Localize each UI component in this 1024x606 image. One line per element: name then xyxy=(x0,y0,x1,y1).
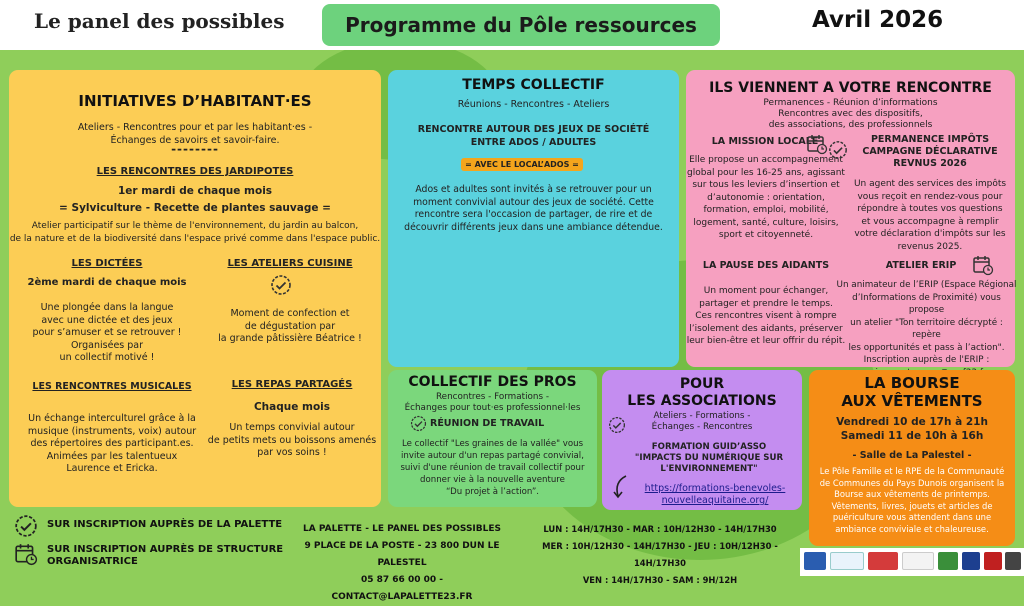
address-line: 9 PLACE DE LA POSTE - 23 800 DUN LE PALESTEL xyxy=(304,541,500,568)
title-line: AUX VÊTEMENTS xyxy=(841,392,983,410)
mission-locale-title: LA MISSION LOCALE xyxy=(711,136,819,147)
bourse-card xyxy=(809,370,1015,546)
address-line: LA PALETTE - LE PANEL DES POSSIBLES xyxy=(303,524,501,534)
desc-line: découvrir différents jeux dans une ambiance détendue. xyxy=(404,221,663,233)
desc-line: suivi d'une réunion de travail collectif pour xyxy=(400,463,585,473)
associations-card xyxy=(602,370,802,510)
desc-line: revenus 2025. xyxy=(897,241,963,252)
desc-line: pour s’amuser et se retrouver ! xyxy=(32,327,182,338)
pros-desc xyxy=(388,438,597,498)
check-badge-icon xyxy=(270,274,292,296)
impots-title xyxy=(850,134,1010,170)
subtitle-line: des associations, des professionnels xyxy=(768,120,933,130)
desc-line: “Du projet à l’action”. xyxy=(445,487,540,497)
desc-line: et vous accompagne à remplir xyxy=(861,216,999,227)
desc-line: par vos soins ! xyxy=(257,447,327,458)
event-line: ENTRE ADOS / ADULTES xyxy=(470,137,597,148)
desc-line: d’autonomie : orientation, xyxy=(707,192,825,203)
desc-line: la grande pâtissière Béatrice ! xyxy=(218,333,362,344)
desc-line: Inscription auprès de l'ERIP : xyxy=(863,355,990,365)
partner-logo xyxy=(938,552,958,570)
title-line: PERMANENCE IMPÔTS xyxy=(870,134,990,145)
jardipotes-desc xyxy=(9,220,381,245)
desc-line: Vêtements, livres, jouets et articles de xyxy=(831,500,993,511)
subtitle-line: Rencontres avec des dispositifs, xyxy=(778,109,923,119)
rencontre-card xyxy=(686,70,1015,367)
opening-hours xyxy=(520,521,800,589)
legend-palette: SUR INSCRIPTION AUPRÈS DE LA PALETTE xyxy=(47,519,283,530)
desc-line: puériculture vous attendent dans une xyxy=(832,512,992,523)
desc-line: invite autour d'un repas partagé convivial, xyxy=(401,451,584,461)
event-line: RENCONTRE AUTOUR DES JEUX DE SOCIÉTÉ xyxy=(417,124,650,135)
repas-desc xyxy=(207,422,377,460)
pros-card xyxy=(388,370,597,507)
program-title: Programme du Pôle ressources xyxy=(322,4,720,46)
check-badge-icon xyxy=(828,140,848,160)
partner-logo xyxy=(804,552,826,570)
desc-line: de petits mets ou boissons amenés xyxy=(207,434,377,446)
desc-line: Ados et adultes sont invités à se retrouver pour un xyxy=(415,184,652,195)
initiatives-title: INITIATIVES D’HABITANT·ES xyxy=(78,92,312,110)
partner-logo xyxy=(902,552,934,570)
title-line: REVNUS 2026 xyxy=(893,158,967,169)
desc-line: l’isolement des aidants, préserver xyxy=(689,323,843,334)
legend-line: SUR INSCRIPTION AUPRÈS DE STRUCTURE xyxy=(47,544,284,555)
aidants-desc xyxy=(680,285,852,348)
desc-line: Laurence et Ericka. xyxy=(66,463,158,474)
title-line: LA BOURSE xyxy=(864,374,960,392)
check-badge-icon xyxy=(410,415,427,432)
partner-logo xyxy=(1005,552,1021,570)
desc-line: les opportunités et pass à l’action". xyxy=(848,342,1005,353)
desc-line: de Communes du Pays Dunois organisent la xyxy=(819,477,1005,488)
header-bar xyxy=(0,0,1024,50)
desc-line: sur tous les leviers d’insertion et xyxy=(692,180,840,190)
link-line[interactable]: nouvelleaquitaine.org/ xyxy=(661,495,769,506)
desc-line: d’Informations de Proximité) vous propose xyxy=(852,292,1001,315)
subtitle-line: Ateliers - Formations - xyxy=(653,411,751,421)
title-line: LES ASSOCIATIONS xyxy=(627,393,777,409)
rencontre-title: ILS VIENNENT A VOTRE RENCONTRE xyxy=(709,80,992,96)
jardipotes-title: LES RENCONTRES DES JARDIPOTES xyxy=(96,166,294,177)
calendar-icon xyxy=(14,542,38,566)
bourse-title xyxy=(809,374,1015,410)
jardipotes-subject: = Sylviculture - Recette de plantes sauvage = xyxy=(59,202,331,214)
address-block xyxy=(292,521,512,606)
desc-line: sport et citoyenneté. xyxy=(718,230,814,240)
desc-line: Le collectif "Les graines de la vallée" vous xyxy=(401,439,584,449)
pros-event: RÉUNION DE TRAVAIL xyxy=(430,418,545,429)
aidants-title: LA PAUSE DES AIDANTS xyxy=(702,260,830,271)
associations-title xyxy=(602,376,802,410)
legend-line: ORGANISATRICE xyxy=(47,556,138,567)
calendar-icon xyxy=(972,254,994,276)
desc-line: Le Pôle Famille et le RPE de la Communauté xyxy=(819,466,1005,476)
legend-structure xyxy=(47,544,283,568)
partner-logo xyxy=(868,552,898,570)
partner-logo xyxy=(984,552,1002,570)
address-line: 05 87 66 00 00 - CONTACT@LAPALETTE23.FR xyxy=(331,575,473,602)
erip-title: ATELIER ERIP xyxy=(885,260,957,271)
erip-desc xyxy=(836,279,1017,379)
musicales-title: LES RENCONTRES MUSICALES xyxy=(32,381,192,392)
mission-locale-desc xyxy=(680,154,852,242)
desc-line: avec une dictée et des jeux xyxy=(41,314,173,326)
desc-line: donner vie à la nouvelle aventure xyxy=(420,475,565,485)
repas-when: Chaque mois xyxy=(253,401,331,413)
desc-line: Elle propose un accompagnement xyxy=(689,155,843,165)
desc-line: musique (instruments, voix) autour xyxy=(27,425,197,437)
guidasso-link[interactable] xyxy=(628,483,802,507)
associations-subtitle xyxy=(612,411,792,433)
desc-line: Un moment pour échanger, xyxy=(703,286,829,296)
intro-line: Échanges de savoirs et savoir-faire. xyxy=(110,134,280,146)
desc-line: global pour les 16-25 ans, agissant xyxy=(687,167,845,178)
desc-line: Organisées par xyxy=(70,339,144,351)
desc-line: de dégustation par xyxy=(244,320,336,332)
desc-line: Moment de confection et xyxy=(230,308,350,319)
subtitle-line: Rencontres - Formations - xyxy=(435,392,550,402)
desc-line: Atelier participatif sur le thème de l'environnement, du jardin au balcon, xyxy=(31,221,359,231)
bourse-place: - Salle de La Palestel - xyxy=(852,450,972,461)
repas-title: LES REPAS PARTAGÉS xyxy=(231,379,353,390)
pros-subtitle xyxy=(388,392,597,414)
hours-line: MER : 10H/12H30 - 14H/17H30 - JEU : 10H/12H30 - 14H/17H30 xyxy=(542,541,778,568)
title-line: POUR xyxy=(679,376,725,392)
cuisine-desc xyxy=(204,308,376,346)
event-line: L'ENVIRONNEMENT" xyxy=(660,464,758,474)
desc-line: Un animateur de l’ERIP (Espace Régional xyxy=(836,280,1017,290)
dictees-title: LES DICTÉES xyxy=(71,258,143,269)
desc-line: formation, emploi, mobilité, xyxy=(703,205,829,215)
initiatives-card xyxy=(9,70,381,507)
desc-line: rencontre sera l'occasion de partager, de rire et de xyxy=(414,209,653,220)
hours-line: LUN : 14H/17H30 - MAR : 10H/12H30 - 14H/17H30 xyxy=(543,524,777,534)
desc-line: votre déclaration d'impôts sur les xyxy=(854,229,1006,239)
desc-line: Un agent des services des impôts xyxy=(853,179,1007,189)
calendar-icon xyxy=(806,133,828,155)
hours-line: VEN : 14H/17H30 - SAM : 9H/12H xyxy=(582,575,738,585)
desc-line: Un temps convivial autour xyxy=(229,422,355,433)
divider: -------- xyxy=(171,142,219,156)
date-line: Vendredi 10 de 17h à 21h xyxy=(836,416,988,428)
brand-title: Le panel des possibles xyxy=(34,9,285,33)
temps-collectif-subtitle: Réunions - Rencontres - Ateliers xyxy=(457,99,610,110)
partner-logos xyxy=(800,548,1024,576)
jardipotes-when: 1er mardi de chaque mois xyxy=(117,185,273,197)
desc-line: Bourse aux vêtements de printemps. xyxy=(834,489,990,500)
dictees-when: 2ème mardi de chaque mois xyxy=(27,277,187,288)
desc-line: logement, santé, culture, loisirs, xyxy=(693,217,839,228)
partner-logo xyxy=(962,552,980,570)
jeux-desc xyxy=(388,184,679,234)
desc-line: des répertoires des participant.es. xyxy=(30,438,194,449)
month-label: Avril 2026 xyxy=(812,7,944,33)
link-line[interactable]: https://formations-benevoles- xyxy=(644,483,786,494)
desc-line: Un échange interculturel grâce à la xyxy=(28,413,196,424)
intro-line: Ateliers - Rencontres pour et par les habitant·es - xyxy=(77,122,313,133)
pros-title: COLLECTIF DES PROS xyxy=(408,374,577,390)
desc-line: de la nature et de la biodiversité dans l'espace privé comme dans l'espace public. xyxy=(9,233,381,244)
desc-line: ambiance conviviale et chaleureuse. xyxy=(835,523,989,534)
jeux-event-title xyxy=(388,123,679,149)
local-ados-badge: = AVEC LE LOCAL’ADOS = xyxy=(461,158,583,171)
title-line: CAMPAGNE DÉCLARATIVE xyxy=(862,146,998,157)
subtitle-line: Échanges pour tout·es professionnel·les xyxy=(404,403,581,413)
desc-line: Ces rencontres visent à rompre xyxy=(695,311,837,321)
cuisine-title: LES ATELIERS CUISINE xyxy=(227,258,353,269)
guidasso-title xyxy=(616,442,802,475)
musicales-desc xyxy=(17,413,207,476)
desc-line: un collectif motivé ! xyxy=(59,352,155,363)
desc-line: leur bien-être et leur offrir du répit. xyxy=(686,336,846,346)
rencontre-subtitle xyxy=(686,98,1015,131)
subtitle-line: Échanges - Rencontres xyxy=(651,422,753,432)
desc-line: partager et prendre le temps. xyxy=(699,298,833,309)
check-badge-icon xyxy=(14,514,38,538)
bourse-dates xyxy=(809,415,1015,443)
desc-line: un atelier "Ton territoire décrypté : repère xyxy=(850,317,1003,340)
impots-desc xyxy=(850,178,1010,253)
temps-collectif-title: TEMPS COLLECTIF xyxy=(462,77,605,93)
date-line: Samedi 11 de 10h à 16h xyxy=(840,430,984,442)
partner-logo xyxy=(830,552,864,570)
event-line: "IMPACTS DU NUMÉRIQUE SUR xyxy=(634,453,784,463)
desc-line: Une plongée dans la langue xyxy=(40,302,174,313)
temps-collectif-card xyxy=(388,70,679,367)
desc-line: répondre à toutes vos questions xyxy=(857,204,1003,214)
subtitle-line: Permanences - Réunion d’informations xyxy=(763,98,938,108)
desc-line: moment convivial autour des jeux de société. Cette xyxy=(413,196,654,208)
dictees-desc xyxy=(17,302,197,365)
desc-line: Animées par les talentueux xyxy=(46,450,178,462)
desc-line: vous reçoit en rendez-vous pour xyxy=(857,191,1003,202)
bourse-desc xyxy=(809,466,1015,536)
event-line: FORMATION GUID’ASSO xyxy=(651,442,767,452)
